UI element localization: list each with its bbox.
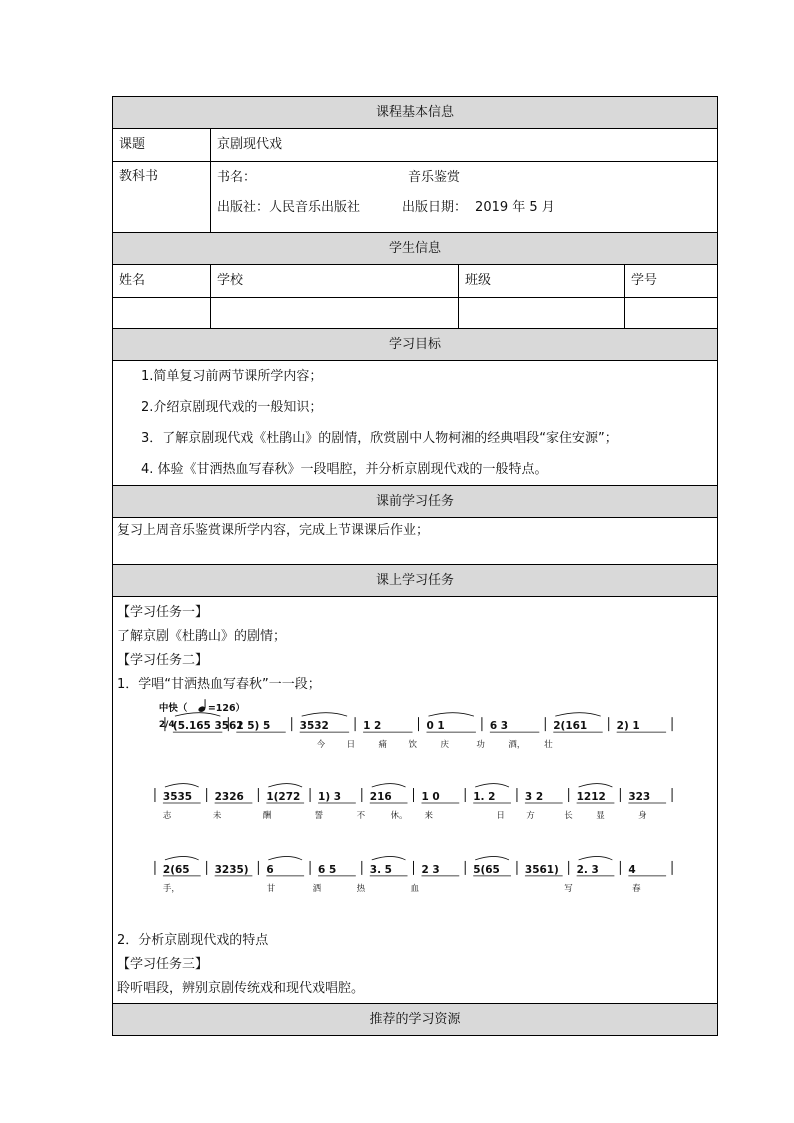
goal-item: 3．了解京剧现代戏《杜鹃山》的剧情，欣赏剧中人物柯湘的经典唱段“家住安源”； — [141, 430, 618, 446]
task1-text: 了解京剧《杜鹃山》的剧情； — [117, 629, 287, 644]
score-measure: 3 2 — [524, 791, 544, 804]
score-measure: 1) 3 — [318, 791, 342, 804]
slur-arc — [475, 784, 509, 787]
textbook-details — [211, 162, 718, 233]
slur-arc — [372, 784, 406, 787]
score-measure: 3. 5 — [369, 863, 392, 876]
score-measure: 1(272 — [266, 791, 301, 804]
section-goals: 学习目标 — [113, 329, 718, 361]
lyric-syllable: 今 — [316, 739, 326, 750]
publisher-label: 出版社： — [217, 200, 270, 215]
task2-item1: 1．学唱“甘洒热血写春秋”一一段； — [117, 677, 321, 692]
in-class-cell — [113, 597, 718, 1004]
lyric-syllable: 饮 — [408, 739, 418, 750]
slur-arc — [428, 713, 473, 716]
slur-arc — [579, 856, 613, 859]
lyric-syllable: 身 — [638, 809, 647, 820]
score-measure: 1212 — [576, 791, 606, 804]
slur-arc — [268, 856, 302, 859]
lyric-syllable: 手， — [162, 882, 180, 893]
lyric-syllable: 酒， — [508, 739, 526, 750]
slur-arc — [165, 784, 199, 787]
score-measure: 1 2 — [363, 720, 382, 733]
task3-text: 聆听唱段，辨别京剧传统戏和现代戏唱腔。 — [117, 981, 365, 996]
task2-item2: 2．分析京剧现代戏的特点 — [117, 933, 269, 948]
lyric-syllable: 热 — [356, 882, 366, 893]
section-pre-class: 课前学习任务 — [113, 486, 718, 518]
publisher-line — [217, 196, 711, 220]
lyric-syllable: 洒 — [312, 882, 322, 893]
lyric-syllable: 显 — [596, 809, 605, 820]
score-measure: 2) 1 — [616, 720, 640, 733]
score-measure: 3561) — [524, 863, 559, 876]
section-student-info: 学生信息 — [113, 233, 718, 265]
lyric-syllable: 庆 — [440, 739, 449, 750]
topic-value: 京剧现代戏 — [211, 129, 718, 162]
score-measure: 323 — [628, 791, 651, 804]
course-form-table — [112, 96, 718, 1036]
lyric-syllable: 甘 — [266, 882, 276, 893]
school-field[interactable] — [211, 298, 459, 329]
score-measure: 6 3 — [489, 720, 509, 733]
section-resources: 推荐的学习资源 — [113, 1004, 718, 1036]
score-row-1 — [165, 713, 672, 750]
publisher-value: 人民音乐出版社 — [269, 200, 361, 215]
score-measure: 0 1 — [426, 720, 445, 733]
score-measure: 2 3 — [421, 863, 440, 876]
lyric-syllable: 写 — [564, 882, 573, 893]
lyric-syllable: 志 — [162, 809, 172, 820]
lyric-syllable: 功 — [476, 739, 485, 750]
goals-cell — [113, 361, 718, 486]
goal-item: 4. 体验《甘洒热血写春秋》一段唱腔，并分析京剧现代戏的一般特点。 — [141, 461, 548, 477]
book-name-label: 书名： — [217, 170, 257, 185]
lyric-syllable: 日 — [496, 809, 505, 820]
lyric-syllable: 血 — [410, 882, 419, 893]
lyric-syllable: 誓 — [314, 809, 324, 820]
lyric-syllable: 来 — [424, 809, 433, 820]
task2-title: 【学习任务二】 — [117, 653, 209, 668]
score-measure: 6 5 — [318, 863, 337, 876]
class-label: 班级 — [459, 265, 625, 298]
lyric-syllable: 春 — [632, 882, 641, 893]
pre-class-text: 复习上周音乐鉴赏课所学内容，完成上节课课后作业； — [113, 518, 718, 565]
section-in-class: 课上学习任务 — [113, 565, 718, 597]
score-measure: (5.165 3561 — [172, 720, 244, 733]
score-measure: 5(65 — [473, 863, 500, 876]
jianpu-score — [117, 697, 713, 929]
slur-arc — [302, 713, 347, 716]
score-measure: 6 — [266, 863, 274, 876]
slur-arc — [475, 856, 509, 859]
textbook-label: 教科书 — [113, 162, 211, 233]
score-measure: 3235) — [214, 863, 249, 876]
score-measure: 2. 3 — [576, 863, 599, 876]
score-measure: 216 — [369, 791, 392, 804]
slur-arc — [579, 784, 613, 787]
lyric-syllable: 日 — [346, 739, 356, 750]
lyric-syllable: 痛 — [378, 739, 388, 750]
score-measure: 2(65 — [162, 863, 190, 876]
tempo-mark: =126） — [207, 703, 246, 715]
goal-item: 1.简单复习前两节课所学内容； — [141, 368, 323, 384]
slur-arc — [372, 856, 406, 859]
score-measure: 2 5) 5 — [236, 720, 271, 733]
slur-arc — [268, 784, 302, 787]
lyric-syllable: 不 — [356, 809, 366, 820]
date-label: 出版日期： — [402, 200, 468, 215]
score-measure: 2(161 — [553, 720, 588, 733]
score-row-3 — [155, 856, 672, 893]
score-measure: 3535 — [162, 791, 193, 804]
score-row-2 — [155, 784, 672, 820]
score-measure: 2326 — [214, 791, 244, 804]
lyric-syllable: 休。 — [390, 809, 408, 820]
date-value: 2019 年 5 月 — [475, 200, 555, 215]
student-id-label: 学号 — [625, 265, 718, 298]
lyric-syllable: 酬 — [262, 809, 272, 820]
lyric-syllable: 未 — [212, 809, 222, 820]
task3-title: 【学习任务三】 — [117, 957, 209, 972]
task1-title: 【学习任务一】 — [117, 605, 209, 620]
time-signature: 2/4 — [158, 720, 175, 731]
class-field[interactable] — [459, 298, 625, 329]
name-label: 姓名 — [113, 265, 211, 298]
lyric-syllable: 长 — [564, 809, 573, 820]
slur-arc — [165, 856, 199, 859]
goal-item: 2.介绍京剧现代戏的一般知识； — [141, 399, 323, 415]
score-measure: 1 0 — [421, 791, 440, 804]
score-measure: 1. 2 — [473, 791, 496, 804]
topic-label: 课题 — [113, 129, 211, 162]
book-name-line — [217, 166, 711, 190]
student-id-field[interactable] — [625, 298, 718, 329]
school-label: 学校 — [211, 265, 459, 298]
name-field[interactable] — [113, 298, 211, 329]
lyric-syllable: 壮 — [544, 739, 553, 750]
quarter-note-icon — [198, 699, 207, 713]
slur-arc — [555, 713, 600, 716]
book-name-value: 音乐鉴赏 — [408, 170, 461, 185]
score-measure: 4 — [628, 863, 636, 876]
tempo-text: 中快（ — [158, 703, 188, 715]
score-measure: 3532 — [299, 720, 329, 733]
lyric-syllable: 方 — [526, 809, 535, 820]
section-course-info: 课程基本信息 — [113, 97, 718, 129]
